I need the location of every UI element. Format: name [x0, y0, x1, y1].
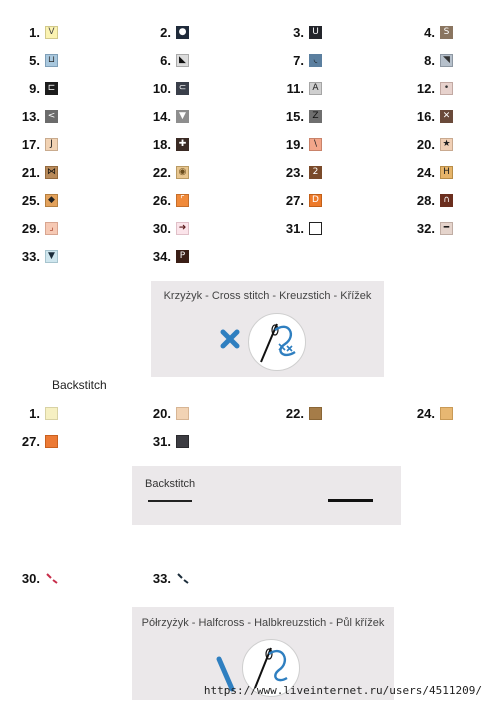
backstitch-thin-line [148, 500, 192, 502]
legend-number: 13. [21, 108, 40, 124]
legend-item [395, 133, 453, 155]
symbol-swatch-icon: D [309, 194, 322, 207]
legend-item [395, 217, 453, 239]
symbol-swatch-icon: S [440, 26, 453, 39]
color-swatch [176, 435, 189, 448]
backstitch-legend-item [131, 430, 189, 452]
legend-row [0, 133, 486, 155]
color-swatch [45, 407, 58, 420]
legend-item [0, 245, 58, 267]
legend-number: 16. [416, 108, 435, 124]
legend-number: 30. [152, 220, 171, 236]
legend-item [131, 49, 189, 71]
legend-number: 9. [29, 80, 40, 96]
legend-number: 29. [21, 220, 40, 236]
symbol-swatch-icon: H [440, 166, 453, 179]
legend-item [131, 133, 189, 155]
legend-item [131, 217, 189, 239]
legend-number: 30. [21, 570, 40, 586]
legend-item [131, 161, 189, 183]
legend-number: 25. [21, 192, 40, 208]
source-watermark: https://www.liveinternet.ru/users/4511209/ [203, 684, 482, 697]
legend-item [131, 77, 189, 99]
legend-number: 15. [285, 108, 304, 124]
legend-number: 7. [293, 52, 304, 68]
symbol-swatch-icon: ⊔ [45, 54, 58, 67]
symbol-swatch-icon: U [309, 26, 322, 39]
symbol-swatch-icon: • [440, 82, 453, 95]
needle-icon [249, 314, 305, 370]
legend-number: 24. [416, 405, 435, 421]
symbol-swatch-icon: J [45, 138, 58, 151]
needle-illustration [248, 313, 306, 371]
legend-number: 6. [160, 52, 171, 68]
symbol-swatch-icon: Z [309, 110, 322, 123]
legend-number: 3. [293, 24, 304, 40]
legend-item [0, 217, 58, 239]
color-swatch [309, 407, 322, 420]
backstitch-legend-item [131, 402, 189, 424]
legend-number: 31. [152, 433, 171, 449]
symbol-swatch-icon: < [45, 110, 58, 123]
symbol-swatch-icon: ▼ [45, 250, 58, 263]
symbol-swatch-icon: ◟ [309, 54, 322, 67]
symbol-swatch-icon: ● [176, 26, 189, 39]
legend-number: 32. [416, 220, 435, 236]
legend-item [395, 105, 453, 127]
legend-number: 23. [285, 164, 304, 180]
legend-item [131, 105, 189, 127]
symbol-swatch-icon: P [176, 250, 189, 263]
legend-item [395, 21, 453, 43]
symbol-swatch-icon: ⌟ [45, 222, 58, 235]
symbol-swatch-icon: ➜ [176, 222, 189, 235]
backstitch-legend-item [0, 430, 58, 452]
legend-item [395, 161, 453, 183]
legend-item [131, 21, 189, 43]
symbol-swatch-icon: ★ [440, 138, 453, 151]
legend-number: 5. [29, 52, 40, 68]
legend-row [0, 189, 486, 211]
legend-number: 17. [21, 136, 40, 152]
legend-number: 22. [285, 405, 304, 421]
symbol-swatch-icon: ⊏ [45, 82, 58, 95]
symbol-swatch-icon: 2 [309, 166, 322, 179]
backstitch-heading: Backstitch [52, 378, 107, 392]
legend-item [0, 161, 58, 183]
legend-row [0, 21, 486, 43]
legend-number: 12. [416, 80, 435, 96]
legend-row [0, 161, 486, 183]
halfstitch-legend-item [131, 567, 190, 589]
legend-number: 26. [152, 192, 171, 208]
legend-item [395, 77, 453, 99]
legend-row [0, 77, 486, 99]
legend-number: 34. [152, 248, 171, 264]
legend-number: 10. [152, 80, 171, 96]
color-swatch [440, 407, 453, 420]
legend-number: 19. [285, 136, 304, 152]
legend-number: 33. [152, 570, 171, 586]
halfstitch-swatch-icon [45, 571, 59, 585]
legend-number: 11. [286, 80, 304, 96]
legend-number: 1. [29, 405, 40, 421]
legend-item [264, 161, 322, 183]
cross-stitch-title: Krzyżyk - Cross stitch - Kreuzstich - Křížek [163, 290, 372, 302]
legend-number: 27. [21, 433, 40, 449]
symbol-swatch-icon: ◆ [45, 194, 58, 207]
legend-item [0, 105, 58, 127]
legend-number: 2. [160, 24, 171, 40]
halfstitch-swatch-icon [176, 571, 190, 585]
symbol-swatch-icon: ∩ [440, 194, 453, 207]
symbol-swatch-icon: \ [309, 138, 322, 151]
backstitch-legend-item [395, 402, 453, 424]
backstitch-legend-item [0, 402, 58, 424]
legend-item [264, 77, 322, 99]
legend-number: 22. [152, 164, 171, 180]
legend-item [395, 189, 453, 211]
legend-number: 28. [416, 192, 435, 208]
legend-number: 14. [152, 108, 171, 124]
legend-number: 20. [416, 136, 435, 152]
legend-item [264, 133, 322, 155]
legend-number: 24. [416, 164, 435, 180]
legend-row [0, 105, 486, 127]
legend-number: 33. [21, 248, 40, 264]
symbol-swatch-icon: A [309, 82, 322, 95]
legend-row [0, 217, 486, 239]
legend-item [0, 49, 58, 71]
backstitch-panel [132, 466, 401, 525]
backstitch-thick-line [328, 499, 373, 502]
symbol-swatch-icon: V [45, 26, 58, 39]
legend-item [0, 77, 58, 99]
symbol-swatch-icon: ⊂ [176, 82, 189, 95]
backstitch-panel-title: Backstitch [145, 478, 196, 490]
symbol-swatch-icon: ⌜ [176, 194, 189, 207]
halfcross-title: Półrzyżyk - Halfcross - Halbkreuzstich - Půl křížek [141, 617, 385, 629]
legend-item [264, 189, 322, 211]
cross-stitch-panel [151, 281, 384, 377]
symbol-swatch-icon: ◣ [176, 54, 189, 67]
legend-item [264, 217, 322, 239]
symbol-swatch-icon: ━ [440, 222, 453, 235]
legend-item [395, 49, 453, 71]
legend-item [264, 105, 322, 127]
legend-number: 21. [21, 164, 40, 180]
symbol-swatch-icon [309, 222, 322, 235]
symbol-swatch-icon: ◥ [440, 54, 453, 67]
legend-item [0, 133, 58, 155]
legend-item [131, 189, 189, 211]
legend-item [264, 21, 322, 43]
legend-row [0, 245, 486, 267]
legend-item [131, 245, 189, 267]
symbol-swatch-icon: ▼ [176, 110, 189, 123]
halfstitch-legend-item [0, 567, 59, 589]
legend-row [0, 49, 486, 71]
legend-number: 8. [424, 52, 435, 68]
legend-number: 18. [152, 136, 171, 152]
legend-item [264, 49, 322, 71]
legend-number: 20. [152, 405, 171, 421]
cross-stitch-x-icon [219, 328, 241, 350]
legend-number: 4. [424, 24, 435, 40]
color-swatch [176, 407, 189, 420]
symbol-swatch-icon: ◉ [176, 166, 189, 179]
legend-number: 31. [285, 220, 304, 236]
legend-number: 27. [285, 192, 304, 208]
legend-item [0, 21, 58, 43]
legend-number: 1. [29, 24, 40, 40]
symbol-swatch-icon: ✚ [176, 138, 189, 151]
backstitch-legend-item [264, 402, 322, 424]
symbol-swatch-icon: ✕ [440, 110, 453, 123]
legend-item [0, 189, 58, 211]
color-swatch [45, 435, 58, 448]
symbol-swatch-icon: ⋈ [47, 166, 56, 177]
